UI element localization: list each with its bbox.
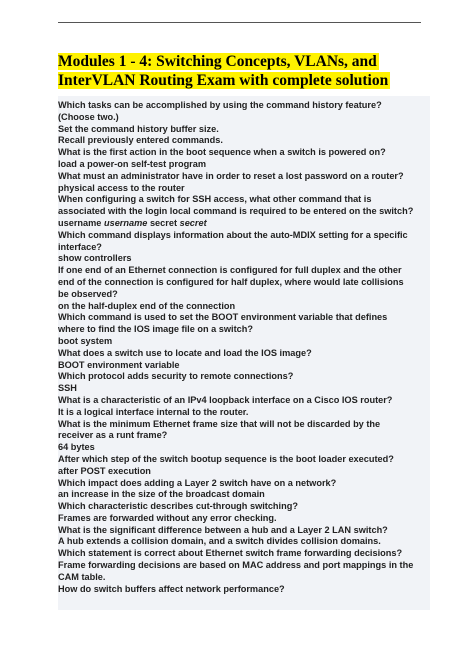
text-line: Which characteristic describes cut-through switching?: [58, 501, 298, 512]
text-line: where to find the IOS image file on a switch?: [58, 324, 254, 335]
text-line: CAM table.: [58, 571, 106, 582]
ssh-answer-prefix: username: [58, 217, 104, 228]
text-line: (Choose two.): [58, 111, 119, 122]
text-line: Which tasks can be accomplished by using the command history feature?: [58, 100, 382, 110]
ssh-answer-username: username: [103, 217, 148, 228]
text-line: Recall previously entered commands.: [58, 135, 223, 146]
text-line: on the half-duplex end of the connection: [58, 300, 236, 311]
title-line-2: InterVLAN Routing Exam with complete solution: [58, 72, 389, 89]
text-line: Which protocol adds security to remote connections?: [58, 371, 294, 382]
title-line-1: Modules 1 - 4: Switching Concepts, VLANs, and: [58, 53, 377, 70]
text-line: A hub extends a collision domain, and a switch divides collision domains.: [58, 536, 381, 547]
text-line: Which statement is correct about Ethernet switch frame forwarding decisions?: [58, 548, 403, 559]
text-line: What is a characteristic of an IPv4 loopback interface on a Cisco IOS router?: [58, 394, 393, 405]
ssh-answer-line: [58, 218, 428, 230]
ssh-answer-secret: secret: [179, 217, 207, 228]
text-line: It is a logical interface internal to the router.: [58, 406, 249, 417]
text-line: What does a switch use to locate and load the IOS image?: [58, 347, 312, 358]
text-line: When configuring a switch for SSH access, what other command that is: [58, 194, 372, 205]
text-line: Frames are forwarded without any error checking.: [58, 512, 277, 523]
text-line: 64 bytes: [58, 442, 95, 453]
text-line: show controllers: [58, 253, 132, 264]
text-line: If one end of an Ethernet connection is configured for full duplex and the other: [58, 265, 402, 276]
document-title: [58, 52, 422, 90]
qa-content: [58, 100, 428, 595]
text-line: load a power-on self-test program: [58, 158, 207, 169]
text-line: boot system: [58, 335, 113, 346]
text-line: be observed?: [58, 288, 118, 299]
text-line: After which step of the switch bootup sequence is the boot loader executed?: [58, 453, 394, 464]
text-line: Frame forwarding decisions are based on MAC address and port mappings in the: [58, 560, 414, 571]
text-line: Which command displays information about the auto-MDIX setting for a specific: [58, 229, 408, 240]
text-line: How do switch buffers affect network performance?: [58, 583, 285, 594]
text-line: What is the significant difference between a hub and a Layer 2 LAN switch?: [58, 524, 388, 535]
text-line: interface?: [58, 241, 102, 252]
ssh-answer-middle: secret: [147, 217, 180, 228]
text-line: What must an administrator have in order to reset a lost password on a router?: [58, 170, 404, 181]
text-line: SSH: [58, 383, 77, 394]
text-line: receiver as a runt frame?: [58, 430, 168, 441]
text-line: Which impact does adding a Layer 2 switch have on a network?: [58, 477, 337, 488]
text-line: associated with the login local command is required to be entered on the switch?: [58, 206, 414, 217]
text-line: What is the first action in the boot sequence when a switch is powered on?: [58, 147, 386, 158]
text-line: BOOT environment variable: [58, 359, 180, 370]
top-divider: [58, 22, 421, 23]
text-line: Set the command history buffer size.: [58, 123, 219, 134]
text-line: after POST execution: [58, 465, 151, 476]
text-line: Which command is used to set the BOOT environment variable that defines: [58, 312, 388, 323]
text-line: end of the connection is configured for half duplex, where would late collisions: [58, 276, 404, 287]
text-line: an increase in the size of the broadcast domain: [58, 489, 265, 500]
text-line: What is the minimum Ethernet frame size that will not be discarded by the: [58, 418, 381, 429]
text-line: physical access to the router: [58, 182, 185, 193]
